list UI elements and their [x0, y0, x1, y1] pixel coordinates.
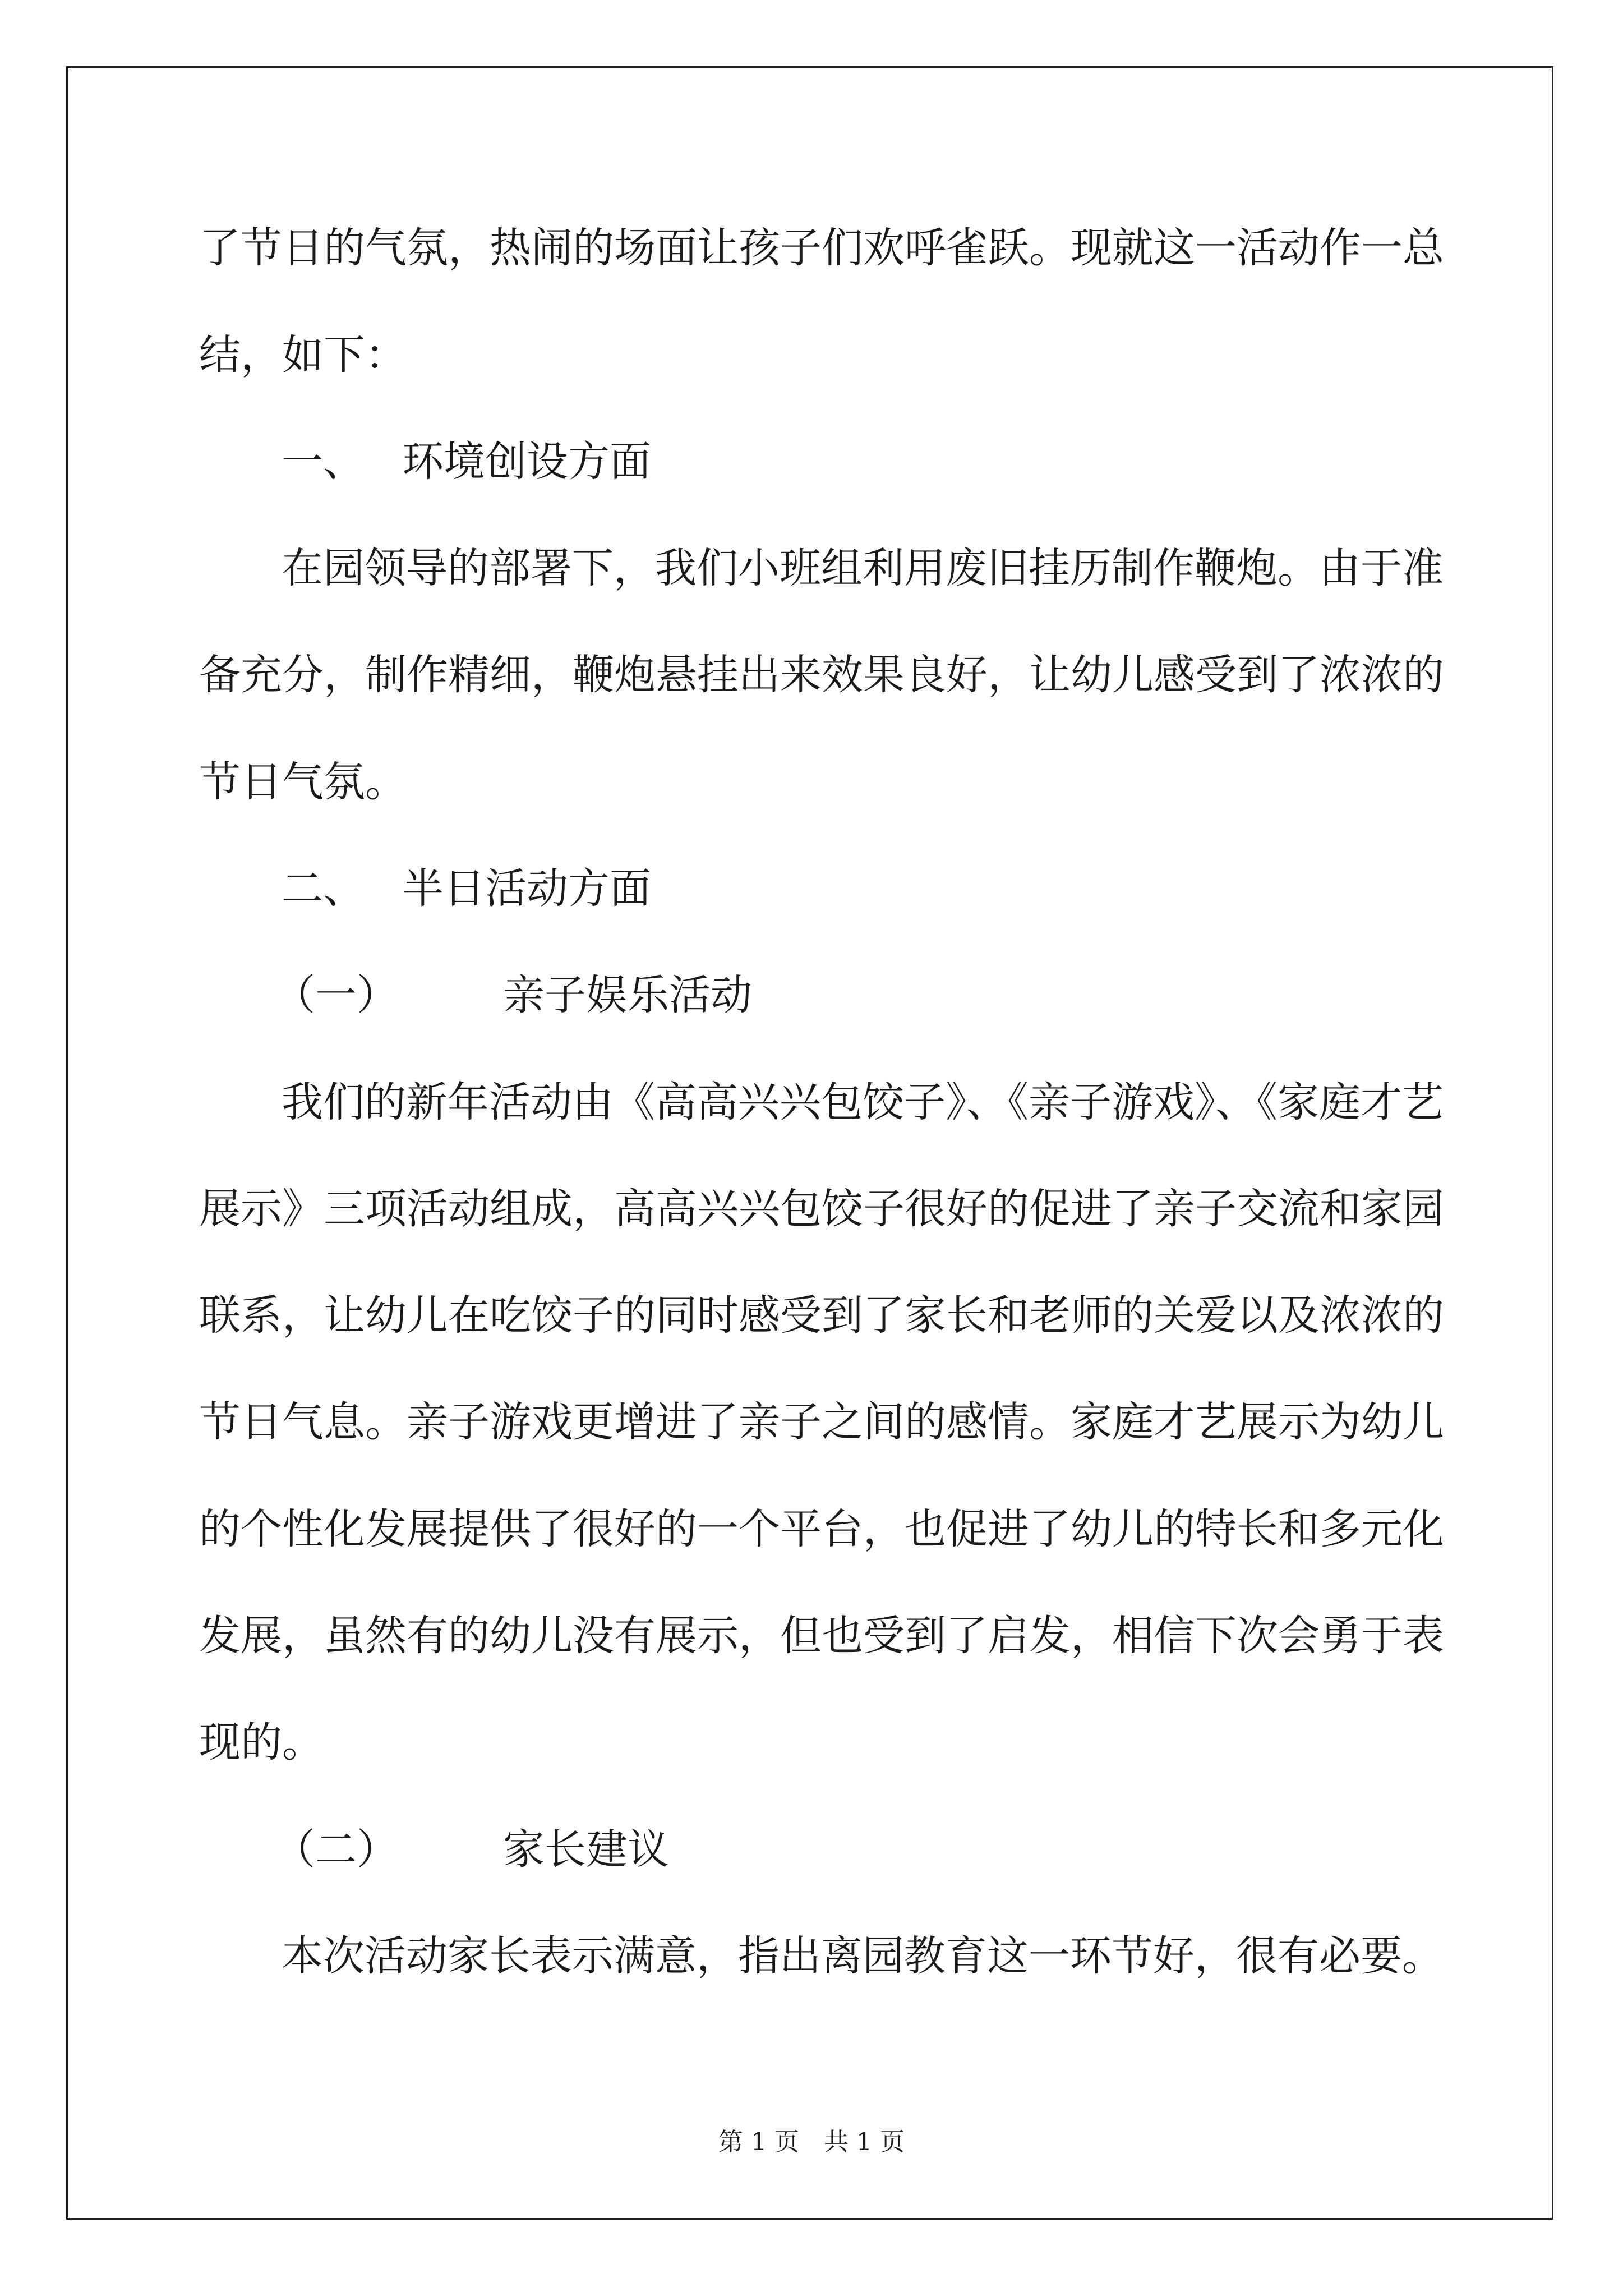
- body-text-line: 发展，虽然有的幼儿没有展示，但也受到了启发，相信下次会勇于表: [199, 1612, 1444, 1660]
- section-number: 一、: [282, 438, 365, 486]
- page-border: [66, 66, 1553, 2220]
- subsection-title: 家长建议: [503, 1825, 669, 1874]
- body-text-line: 展示》三项活动组成，高高兴兴包饺子很好的促进了亲子交流和家园: [199, 1185, 1444, 1233]
- section-number: 二、: [282, 864, 365, 913]
- body-text-line: 联系，让幼儿在吃饺子的同时感受到了家长和老师的关爱以及浓浓的: [199, 1291, 1444, 1340]
- body-text-line: 节日气氛。: [199, 758, 407, 806]
- section-title: 环境创设方面: [402, 438, 651, 486]
- body-text-line: 备充分，制作精细，鞭炮悬挂出来效果良好，让幼儿感受到了浓浓的: [199, 651, 1444, 699]
- body-text-line: 在园领导的部署下，我们小班组利用废旧挂历制作鞭炮。由于准: [282, 544, 1444, 592]
- body-text-line: 现的。: [199, 1718, 324, 1766]
- page-total: 共 1 页: [824, 2128, 905, 2156]
- body-text-line: 的个性化发展提供了很好的一个平台，也促进了幼儿的特长和多元化: [199, 1505, 1444, 1553]
- page-footer: [0, 2122, 1623, 2157]
- subsection-number: （一）: [274, 971, 398, 1019]
- body-text-line: 本次活动家长表示满意，指出离园教育这一环节好，很有必要。: [282, 1932, 1444, 1980]
- body-text-line: 了节日的气氛，热闹的场面让孩子们欢呼雀跃。现就这一活动作一总: [199, 224, 1444, 272]
- body-text-line: 结，如下：: [199, 331, 407, 379]
- subsection-title: 亲子娱乐活动: [503, 971, 752, 1019]
- page-number: 第 1 页: [718, 2128, 799, 2156]
- body-text-line: 节日气息。亲子游戏更增进了亲子之间的感情。家庭才艺展示为幼儿: [199, 1398, 1444, 1446]
- section-title: 半日活动方面: [402, 864, 651, 913]
- subsection-number: （二）: [274, 1825, 398, 1874]
- body-text-line: 我们的新年活动由《高高兴兴包饺子》、《亲子游戏》、《家庭才艺: [282, 1078, 1444, 1126]
